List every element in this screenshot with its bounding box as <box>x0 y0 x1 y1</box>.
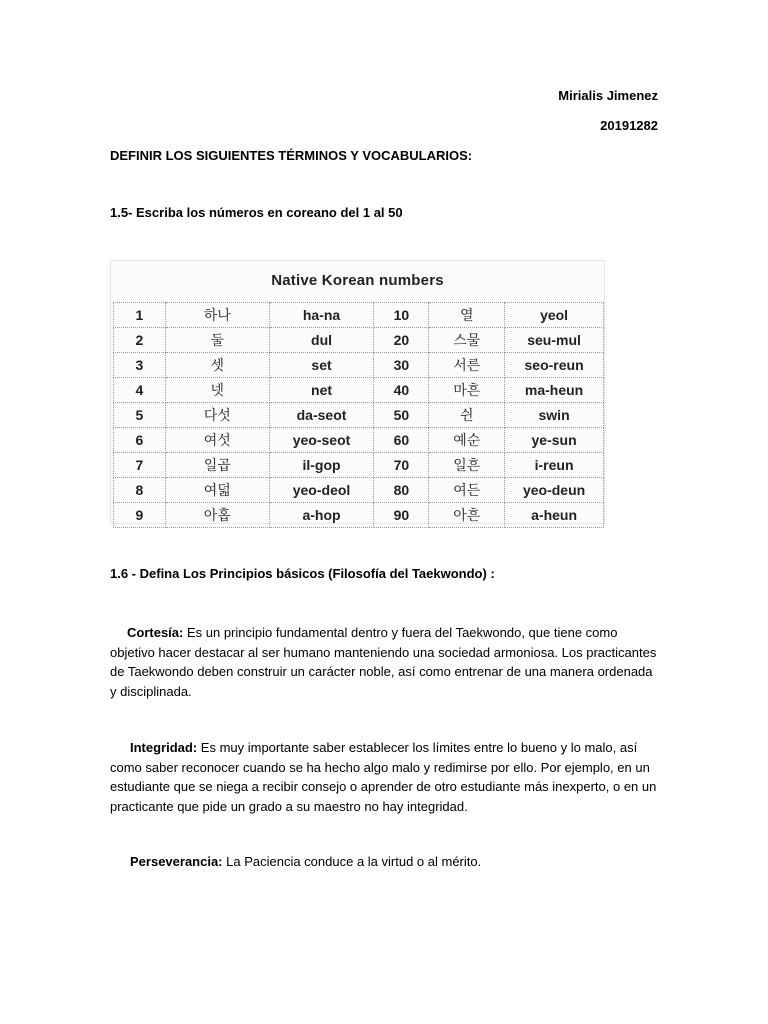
section-title: DEFINIR LOS SIGUIENTES TÉRMINOS Y VOCABULARIOS: <box>110 148 473 163</box>
romanization-cell: swin <box>505 403 604 428</box>
korean-cell: 여든 <box>429 478 505 503</box>
number-cell: 4 <box>114 378 166 403</box>
korean-cell: 열 <box>429 303 505 328</box>
korean-numbers-table <box>113 302 604 528</box>
number-cell: 9 <box>114 503 166 528</box>
principle-text: La Paciencia conduce a la virtud o al mérito. <box>222 854 482 869</box>
romanization-cell: yeo-seot <box>269 428 374 453</box>
romanization-cell: a-heun <box>505 503 604 528</box>
romanization-cell: il-gop <box>269 453 374 478</box>
romanization-cell: seo-reun <box>505 353 604 378</box>
number-cell: 2 <box>114 328 166 353</box>
korean-cell: 넷 <box>165 378 269 403</box>
romanization-cell: i-reun <box>505 453 604 478</box>
principle-text: Es un principio fundamental dentro y fuera del Taekwondo, que tiene como objetivo hacer destacar al ser humano manteniendo una sociedad armoniosa. Los practicantes de Taekwondo deben construir un carácter noble, así como entrenar de una manera ordenada y disciplinada. <box>110 625 657 699</box>
number-cell: 30 <box>374 353 429 378</box>
korean-cell: 쉰 <box>429 403 505 428</box>
question-1-5: 1.5- Escriba los números en coreano del 1 al 50 <box>110 205 403 220</box>
korean-cell: 일흔 <box>429 453 505 478</box>
romanization-cell: ye-sun <box>505 428 604 453</box>
romanization-cell: ha-na <box>269 303 374 328</box>
number-cell: 90 <box>374 503 429 528</box>
table-row <box>114 403 604 428</box>
number-cell: 10 <box>374 303 429 328</box>
principle-text: Es muy importante saber establecer los límites entre lo bueno y lo malo, así como saber reconocer cuando se ha hecho algo malo y redimirse por ello. Por ejemplo, en un estudiante que se niega a recibir consejo o aprender de otro estudiante más inexperto, o en un practicante que pide un grado a su maestro no hay integridad. <box>110 740 657 814</box>
romanization-cell: ma-heun <box>505 378 604 403</box>
korean-cell: 일곱 <box>165 453 269 478</box>
number-cell: 5 <box>114 403 166 428</box>
principle-label: Perseverancia: <box>130 854 223 869</box>
table-row <box>114 378 604 403</box>
korean-cell: 마흔 <box>429 378 505 403</box>
number-cell: 40 <box>374 378 429 403</box>
romanization-cell: set <box>269 353 374 378</box>
korean-cell: 둘 <box>165 328 269 353</box>
table-row <box>114 453 604 478</box>
principle-label: Cortesía: <box>127 625 184 640</box>
number-cell: 1 <box>114 303 166 328</box>
romanization-cell: yeol <box>505 303 604 328</box>
korean-cell: 예순 <box>429 428 505 453</box>
principle-integridad <box>110 738 658 816</box>
number-cell: 3 <box>114 353 166 378</box>
korean-cell: 아홉 <box>165 503 269 528</box>
romanization-cell: yeo-deun <box>505 478 604 503</box>
table-row <box>114 303 604 328</box>
korean-cell: 여섯 <box>165 428 269 453</box>
romanization-cell: yeo-deol <box>269 478 374 503</box>
korean-cell: 다섯 <box>165 403 269 428</box>
number-cell: 6 <box>114 428 166 453</box>
table-row <box>114 328 604 353</box>
korean-cell: 하나 <box>165 303 269 328</box>
number-cell: 50 <box>374 403 429 428</box>
principle-label: Integridad: <box>130 740 198 755</box>
number-cell: 8 <box>114 478 166 503</box>
korean-numbers-table-image <box>110 260 605 524</box>
korean-cell: 아흔 <box>429 503 505 528</box>
romanization-cell: seu-mul <box>505 328 604 353</box>
table-row <box>114 478 604 503</box>
romanization-cell: a-hop <box>269 503 374 528</box>
number-cell: 7 <box>114 453 166 478</box>
number-cell: 20 <box>374 328 429 353</box>
number-cell: 80 <box>374 478 429 503</box>
principle-cortesia <box>110 623 658 701</box>
author-name: Mirialis Jimenez <box>558 88 658 103</box>
principle-perseverancia <box>110 852 658 872</box>
number-cell: 60 <box>374 428 429 453</box>
table-row <box>114 428 604 453</box>
number-cell: 70 <box>374 453 429 478</box>
korean-cell: 셋 <box>165 353 269 378</box>
romanization-cell: net <box>269 378 374 403</box>
romanization-cell: da-seot <box>269 403 374 428</box>
romanization-cell: dul <box>269 328 374 353</box>
korean-cell: 서른 <box>429 353 505 378</box>
student-id: 20191282 <box>600 118 658 133</box>
korean-cell: 여덟 <box>165 478 269 503</box>
table-row <box>114 503 604 528</box>
korean-table-title: Native Korean numbers <box>271 272 444 289</box>
question-1-6: 1.6 - Defina Los Principios básicos (Filosofía del Taekwondo) : <box>110 566 495 581</box>
korean-cell: 스물 <box>429 328 505 353</box>
table-row <box>114 353 604 378</box>
